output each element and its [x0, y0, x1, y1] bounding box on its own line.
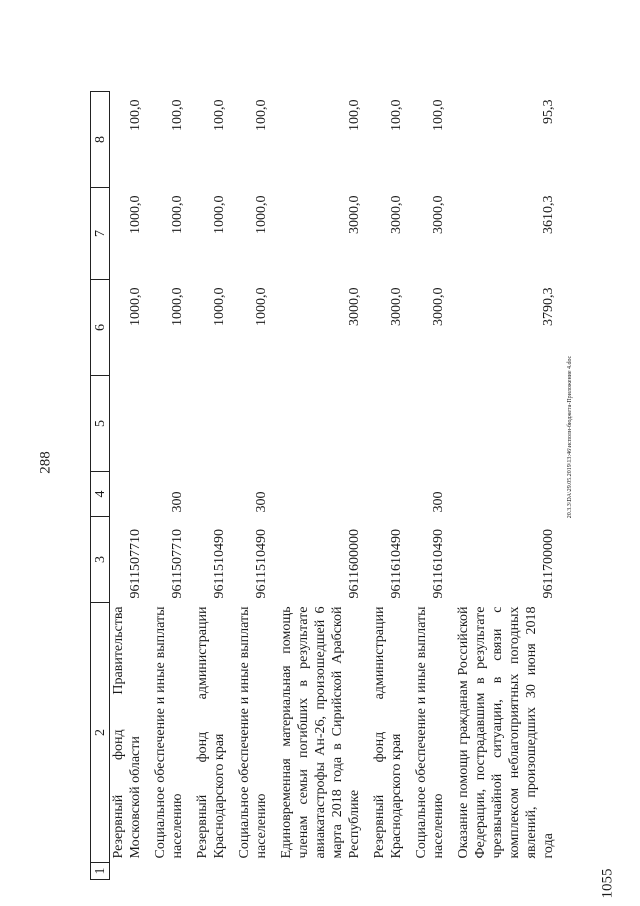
header-col-8: 8 — [91, 92, 110, 188]
header-col-2: 2 — [91, 603, 110, 863]
table-row — [194, 92, 236, 880]
row-plan-value: 1000,0 — [254, 287, 269, 326]
table-row — [455, 92, 565, 880]
table-row — [278, 92, 371, 880]
header-col-6: 6 — [91, 280, 110, 376]
row-expense-type — [455, 472, 565, 517]
table-row — [371, 92, 413, 880]
row-expense-type — [194, 472, 236, 517]
budget-table — [90, 91, 565, 880]
row-plan-value: 3000,0 — [431, 287, 446, 326]
page-number: 288 — [37, 451, 54, 474]
row-description: Социальное обеспечение и иные выплаты населению — [237, 606, 269, 859]
header-col-3: 3 — [91, 517, 110, 603]
row-col5 — [236, 376, 278, 472]
row-percent: 100,0 — [254, 99, 269, 131]
row-code: 9611700000 — [541, 529, 556, 599]
row-plan-value: 3790,3 — [541, 287, 556, 326]
header-col-5: 5 — [91, 376, 110, 472]
row-expense-type: 300 — [170, 491, 185, 513]
row-expense-type — [371, 472, 413, 517]
footer-file-path: 20.3.3\DA\29.05.2019\13:46\исполн-бюджета-Приложение 4.doc — [567, 355, 573, 519]
table-row — [110, 92, 153, 880]
row-percent: 95,3 — [541, 99, 556, 124]
table-header-row — [91, 92, 110, 880]
row-expense-type: 300 — [431, 491, 446, 513]
row-actual-value: 3000,0 — [431, 195, 446, 234]
row-actual-value: 3610,3 — [541, 195, 556, 234]
row-plan-value: 1000,0 — [212, 287, 227, 326]
row-actual-value: 1000,0 — [254, 195, 269, 234]
row-actual-value: 3000,0 — [347, 195, 362, 234]
row-percent: 100,0 — [431, 99, 446, 131]
row-description: Резервный фонд администрации Краснодарского края — [372, 606, 404, 859]
row-expense-type: 300 — [254, 491, 269, 513]
page-number-bottom: 1055 — [599, 868, 616, 899]
row-col5 — [194, 376, 236, 472]
row-actual-value: 1000,0 — [128, 195, 143, 234]
row-description: Резервный фонд Правительства Московской области — [111, 606, 143, 859]
row-col5 — [152, 376, 194, 472]
row-code: 9611610490 — [389, 529, 404, 599]
row-code: 9611510490 — [212, 529, 227, 599]
table-row — [413, 92, 455, 880]
header-col-7: 7 — [91, 188, 110, 280]
header-col-1: 1 — [91, 863, 110, 880]
table-row — [236, 92, 278, 880]
row-col5 — [278, 376, 371, 472]
row-percent: 100,0 — [212, 99, 227, 131]
row-expense-type — [278, 472, 371, 517]
row-code: 9611610490 — [431, 529, 446, 599]
row-code: 9611507710 — [128, 529, 143, 599]
row-description: Социальное обеспечение и иные выплаты населению — [153, 606, 185, 859]
row-code: 9611600000 — [347, 529, 362, 599]
row-plan-value: 3000,0 — [347, 287, 362, 326]
row-code: 9611507710 — [170, 529, 185, 599]
row-percent: 100,0 — [128, 99, 143, 131]
budget-table-container — [90, 92, 556, 880]
row-description: Единовременная материальная помощь членам семьи погибших в результате авиакатастрофы Ан-26, произошедшей 6 марта 2018 года в Сирийской Арабской Республике — [279, 606, 362, 859]
row-plan-value: 3000,0 — [389, 287, 404, 326]
row-plan-value: 1000,0 — [128, 287, 143, 326]
row-expense-type — [110, 472, 153, 517]
row-percent: 100,0 — [170, 99, 185, 131]
row-description: Социальное обеспечение и иные выплаты населению — [414, 606, 446, 859]
row-col5 — [413, 376, 455, 472]
row-col5 — [110, 376, 153, 472]
row-code: 9611510490 — [254, 529, 269, 599]
row-plan-value: 1000,0 — [170, 287, 185, 326]
row-percent: 100,0 — [347, 99, 362, 131]
header-col-4: 4 — [91, 472, 110, 517]
row-description: Резервный фонд администрации Краснодарского края — [195, 606, 227, 859]
row-percent: 100,0 — [389, 99, 404, 131]
row-col5 — [455, 376, 565, 472]
table-row — [152, 92, 194, 880]
row-description: Оказание помощи гражданам Российской Федерации, пострадавшим в результате чрезвычайной ситуации, в связи с комплексом неблагоприятных погодных явлений, произошедших 30 июня 2018 года — [456, 606, 556, 859]
row-actual-value: 3000,0 — [389, 195, 404, 234]
row-actual-value: 1000,0 — [212, 195, 227, 234]
row-actual-value: 1000,0 — [170, 195, 185, 234]
row-col5 — [371, 376, 413, 472]
